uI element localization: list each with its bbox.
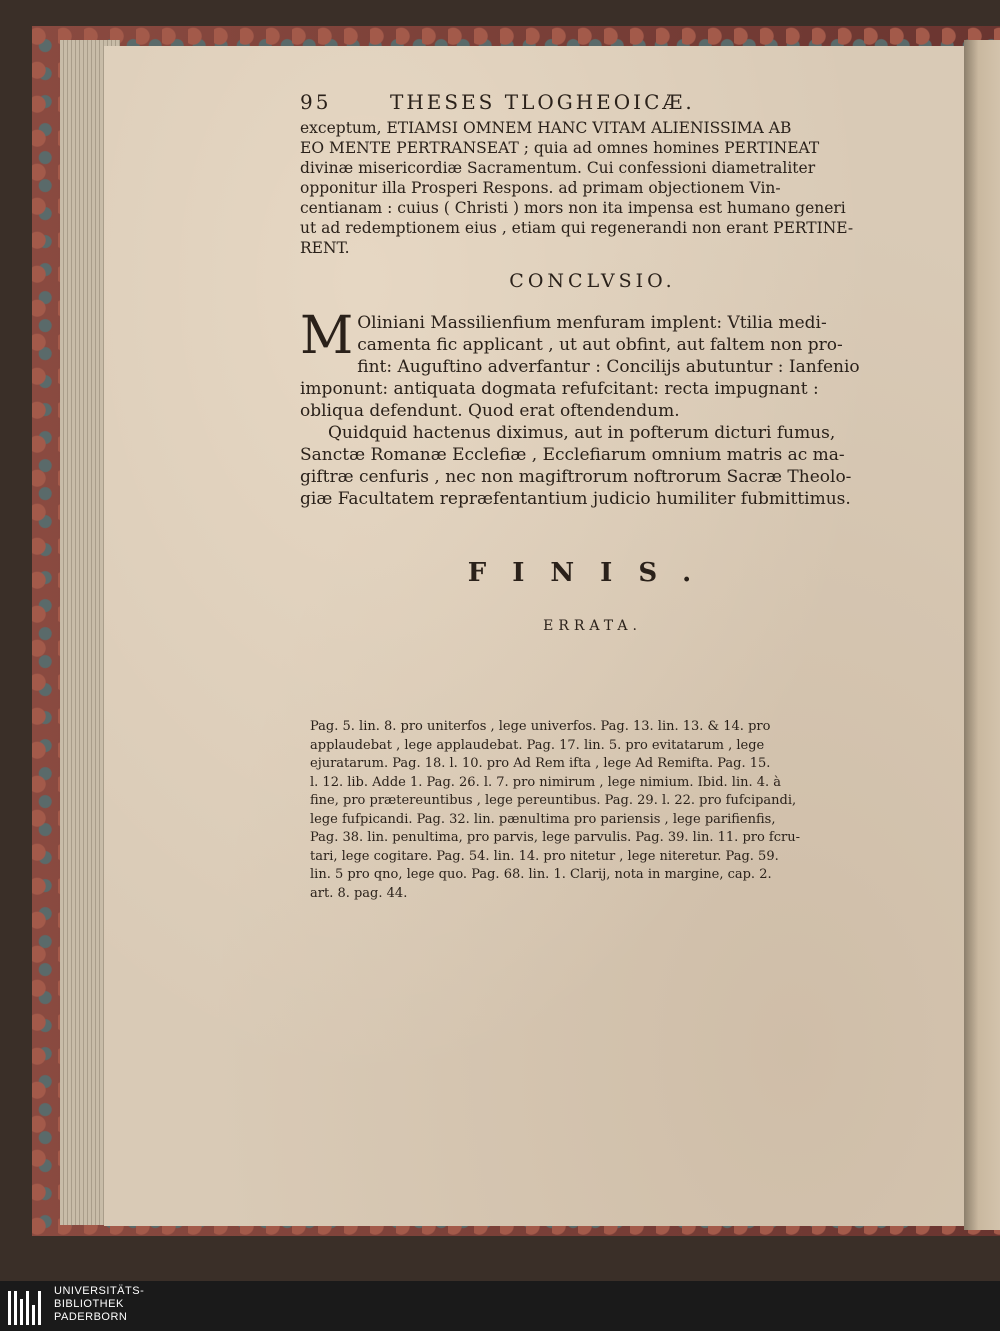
running-title: THESES TLOGHEOICÆ. [390, 90, 695, 114]
conclusio-line: camenta fic applicant , ut aut obfint, aut faltem non pro- [357, 335, 843, 355]
errata-line: tari, lege cogitare. Pag. 54. lin. 14. pro nitetur , lege niteretur. Pag. 59. [310, 848, 779, 864]
conclusio-line: giæ Facultatem repræfentantium judicio humiliter fubmittimus. [300, 489, 851, 509]
errata-line: lin. 5 pro qno, lege quo. Pag. 68. lin. 1. Clarij, nota in margine, cap. 2. [310, 867, 772, 882]
conclusio-line: Oliniani Massilienfium menfuram implent: Vtilia medi- [357, 313, 827, 333]
page-number: 95 [300, 90, 332, 114]
text-line: exceptum, ETIAMSI OMNEM HANC VITAM ALIENISSIMA AB [300, 119, 792, 137]
library-name-line: PADERBORN [54, 1311, 128, 1323]
errata-line: l. 12. lib. Adde 1. Pag. 26. l. 7. pro nimirum , lege nimium. Ibid. lin. 4. à [310, 774, 782, 790]
errata-line: fine, pro prætereuntibus , lege pereuntibus. Pag. 29. l. 22. pro fufcipandi, [310, 793, 797, 808]
errata-title: ERRATA. [543, 618, 642, 634]
errata-line: applaudebat , lege applaudebat. Pag. 17. lin. 5. pro evitatarum , lege [310, 737, 765, 753]
conclusio-line: fint: Auguftino adverfantur : Concilijs abutuntur : Ianfenio [357, 357, 860, 377]
library-logo-icon [8, 1287, 48, 1325]
page-text-block [300, 90, 885, 634]
conclusio-paragraph [300, 306, 885, 510]
finis-heading: FINIS. [467, 558, 718, 588]
running-head [300, 90, 885, 114]
errata-block [310, 718, 885, 903]
errata-line: art. 8. pag. 44. [310, 885, 408, 901]
conclusio-line: Quidquid hactenus diximus, aut in pofterum dicturi fumus, [328, 423, 836, 443]
errata-line: lege fufpicandi. Pag. 32. lin. pænultima pro pariensis , lege parifienfis, [310, 811, 776, 827]
library-name [54, 1285, 144, 1324]
conclusio-line: imponunt: antiquata dogmata refufcitant: recta impugnant : [300, 379, 819, 399]
book-gutter [964, 40, 1000, 1230]
errata-line: Pag. 5. lin. 8. pro uniterfos , lege univerfos. Pag. 13. lin. 13. & 14. pro [310, 719, 771, 734]
library-footer [0, 1281, 1000, 1331]
conclusio-heading: CONCLVSIO. [509, 270, 676, 292]
text-line: opponitur illa Prosperi Respons. ad primam objectionem Vin- [300, 179, 781, 197]
text-line: divinæ misericordiæ Sacramentum. Cui confessioni diametraliter [300, 159, 816, 177]
errata-line: ejuratarum. Pag. 18. l. 10. pro Ad Rem ifta , lege Ad Remifta. Pag. 15. [310, 756, 771, 771]
library-name-line: UNIVERSITÄTS- [54, 1285, 145, 1297]
text-line: ut ad redemptionem eius , etiam qui regenerandi non erant PERTINE- [300, 219, 854, 237]
conclusio-line: giftræ cenfuris , nec non magiftrorum noftrorum Sacræ Theolo- [300, 467, 852, 487]
drop-cap: M [300, 306, 354, 366]
text-line: EO MENTE PERTRANSEAT ; quia ad omnes homines PERTINEAT [300, 139, 820, 157]
conclusio-line: obliqua defendunt. Quod erat oftendendum. [300, 401, 680, 421]
library-name-line: BIBLIOTHEK [54, 1298, 124, 1310]
text-line: centianam : cuius ( Christi ) mors non ita impensa est humano generi [300, 199, 846, 217]
text-line: RENT. [300, 239, 350, 257]
errata-line: Pag. 38. lin. penultima, pro parvis, lege parvulis. Pag. 39. lin. 11. pro fcru- [310, 830, 801, 845]
conclusio-line: Sanctæ Romanæ Ecclefiæ , Ecclefiarum omnium matris ac ma- [300, 445, 845, 465]
